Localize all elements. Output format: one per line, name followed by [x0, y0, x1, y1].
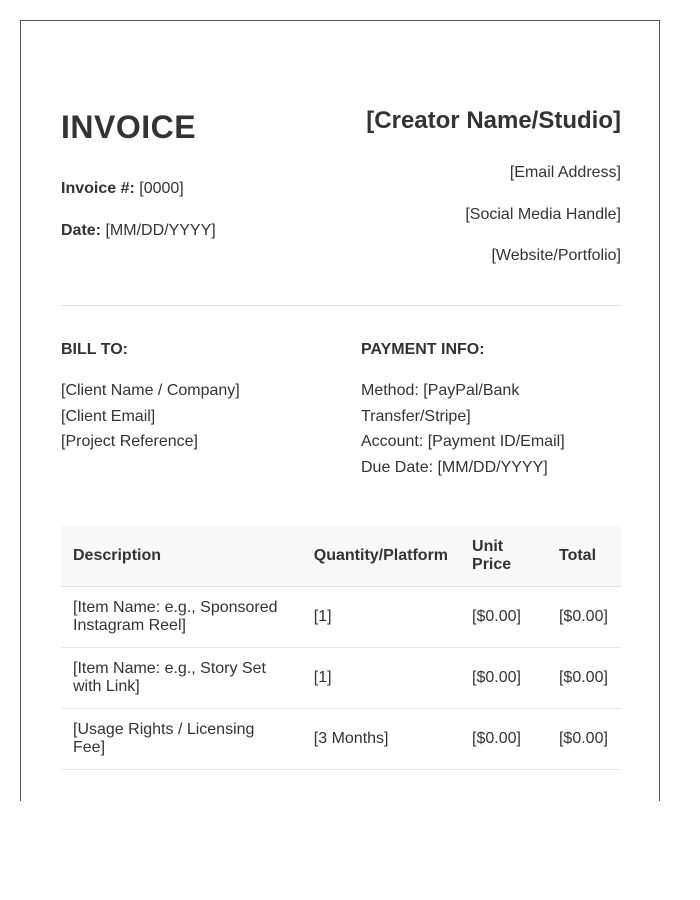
invoice-date [61, 221, 216, 241]
payment-method: Method: [PayPal/Bank [361, 382, 520, 399]
row-quantity: [1] [302, 587, 460, 648]
creator-social-handle: [Social Media Handle] [465, 206, 621, 223]
bill-to-project-reference: [Project Reference] [61, 433, 198, 450]
payment-account: Account: [Payment ID/Email] [361, 433, 565, 450]
creator-email: [Email Address] [509, 164, 621, 181]
row-description-line2: with Link] [73, 678, 140, 695]
invoice-title: INVOICE [61, 109, 197, 145]
row-description [61, 648, 302, 709]
bill-to-client-email: [Client Email] [61, 407, 156, 425]
invoice-sheet [20, 20, 660, 801]
row-unit-price: [$0.00] [460, 587, 547, 648]
table-row [61, 709, 621, 770]
table-row [61, 587, 621, 648]
header-total: Total [547, 526, 621, 587]
table-header [61, 526, 621, 587]
row-description [61, 587, 302, 648]
table-body [61, 587, 621, 770]
payment-method-continued: Transfer/Stripe] [361, 407, 471, 425]
invoice-date-value: [MM/DD/YYYY] [101, 222, 216, 239]
payment-info-heading: PAYMENT INFO: [361, 341, 485, 358]
row-total: [$0.00] [547, 709, 621, 770]
creator-website: [Website/Portfolio] [491, 247, 621, 264]
invoice-header [61, 21, 621, 306]
header-description: Description [61, 526, 302, 587]
row-quantity: [3 Months] [302, 709, 460, 770]
payment-info-block [361, 378, 565, 480]
header-unit-price [460, 526, 547, 587]
header-unit-price-line1: Unit [472, 538, 504, 555]
line-items-table [61, 526, 621, 770]
creator-name: [Creator Name/Studio] [366, 107, 621, 134]
row-description [61, 709, 302, 770]
payment-due-date: Due Date: [MM/DD/YYYY] [361, 458, 548, 476]
bill-to-client-name: [Client Name / Company] [61, 382, 240, 399]
row-quantity: [1] [302, 648, 460, 709]
invoice-number-label: Invoice #: [61, 180, 135, 197]
bill-to-block [61, 378, 240, 455]
table-header-row [61, 526, 621, 587]
bill-to-heading: BILL TO: [61, 341, 128, 358]
invoice-number-value: [0000] [134, 180, 184, 197]
header-quantity-platform: Quantity/Platform [302, 526, 460, 587]
row-description-line1: [Item Name: e.g., Story Set [73, 660, 266, 677]
row-description-line1: [Item Name: e.g., Sponsored [73, 599, 278, 616]
row-description-line2: Instagram Reel] [73, 617, 186, 634]
row-description-line1: [Usage Rights / Licensing [73, 721, 255, 738]
invoice-number [61, 179, 184, 199]
row-total: [$0.00] [547, 587, 621, 648]
row-unit-price: [$0.00] [460, 709, 547, 770]
row-total: [$0.00] [547, 648, 621, 709]
header-unit-price-line2: Price [472, 556, 512, 573]
table-row [61, 648, 621, 709]
invoice-date-label: Date: [61, 222, 102, 239]
row-description-line2: Fee] [73, 739, 106, 756]
row-unit-price: [$0.00] [460, 648, 547, 709]
